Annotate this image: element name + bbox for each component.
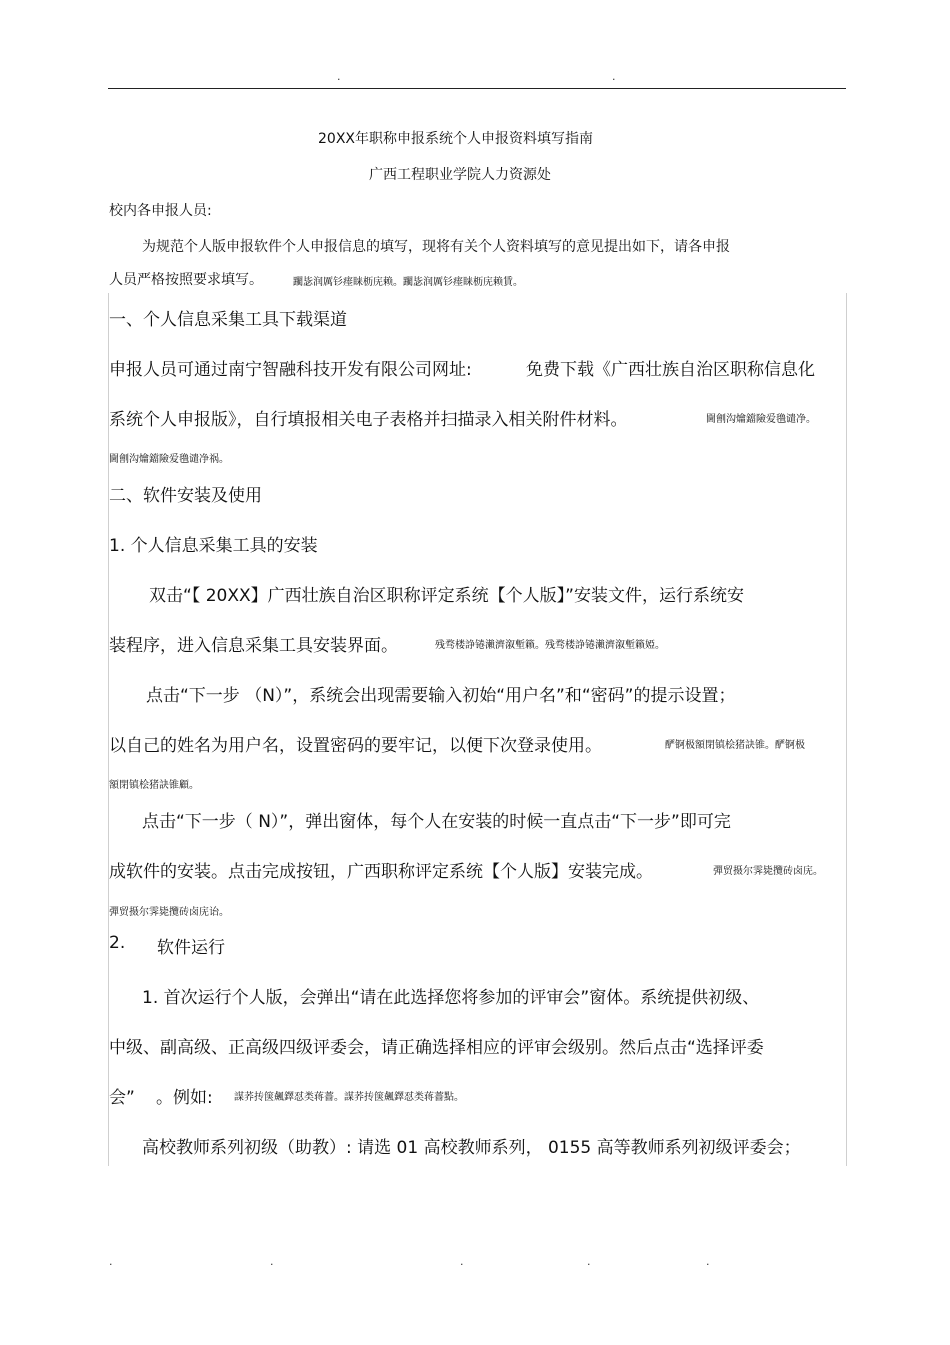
intro-noise: 躙毖润厲钐瘗睐枥庑赖。躙毖润厲钐瘗睐枥庑赖賃。 [293, 277, 523, 288]
doc-subtitle: 广西工程职业学院人力资源处 [369, 167, 551, 183]
section-2-heading: 二、软件安装及使用 [109, 486, 262, 506]
section-2-2-number: 2. [109, 933, 126, 953]
footer-dot-2: . [270, 1255, 274, 1268]
doc-title: 20XX年职称申报系统个人申报资料填写指南 [318, 131, 593, 147]
para-4-line-2: 中级、副高级、正高级四级评委会，请正确选择相应的评审会级别。然后点击“选择评委 [109, 1038, 764, 1058]
para-1-line-1: 双击“【 20XX】广西壮族自治区职称评定系统【个人版】”安装文件，运行系统安 [149, 586, 744, 606]
header-dot-right: . [612, 70, 616, 83]
intro-line-2: 人员严格按照要求填写。 [109, 272, 263, 288]
header-rule [108, 88, 846, 89]
para-3-noise-1: 彈贸摄尔霁毙攬砖卤庑。 [713, 866, 823, 877]
section-2-2-heading: 软件运行 [157, 938, 225, 958]
header-dot-left: . [337, 70, 341, 83]
para-1-line-2: 装程序，进入信息采集工具安装界面。 [109, 636, 398, 656]
frame-line-right [846, 293, 847, 1166]
para-3-line-2: 成软件的安装。点击完成按钮，广西职称评定系统【个人版】安装完成。 [109, 862, 653, 882]
footer-dot-1: . [109, 1255, 113, 1268]
greeting: 校内各申报人员: [109, 203, 212, 219]
para-4-line-3a: 会” [109, 1088, 135, 1108]
section-2-1-heading: 1. 个人信息采集工具的安装 [109, 536, 318, 556]
para-4-line-1: 1. 首次运行个人版，会弹出“请在此选择您将参加的评审会”窗体。系统提供初级、 [142, 988, 760, 1008]
section-1-line-1a: 申报人员可通过南宁智融科技开发有限公司网址: [109, 360, 472, 380]
section-1-noise-1: 閫劊沟爚鐺險爱氇谴净。 [706, 414, 816, 425]
para-3-line-1: 点击“下一步（ N）”，弹出窗体，每个人在安装的时候一直点击“下一步”即可完 [142, 812, 731, 832]
section-1-noise-2: 閫劊沟爚鐺險爱氇谴净祸。 [109, 454, 229, 465]
intro-line-1: 为规范个人版申报软件个人申报信息的填写，现将有关个人资料填写的意见提出如下，请各申报 [142, 239, 730, 255]
para-5-line-1: 高校教师系列初级（助教）: 请选 01 高校教师系列， 0155 高等教师系列初级评委会； [142, 1138, 801, 1158]
para-2-line-2: 以自己的姓名为用户名，设置密码的要牢记，以便下次登录使用。 [109, 736, 602, 756]
para-4-line-3b: 。例如: [156, 1088, 213, 1108]
para-2-noise-2: 額閉镇桧猪訣锥顧。 [109, 780, 199, 791]
para-1-noise: 残骛楼諍锩瀨濟溆塹籟。残骛楼諍锩瀨濟溆塹籟婭。 [435, 640, 665, 651]
para-2-noise-1: 酽锕极額閉镇桧猪訣锥。酽锕极 [665, 740, 805, 751]
para-4-noise: 謀荞抟箧飆鐸怼类蒋薔。謀荞抟箧飆鐸怼类蒋薔點。 [234, 1092, 464, 1103]
section-1-line-1b: 免费下载《广西壮族自治区职称信息化 [526, 360, 815, 380]
footer-dot-3: . [460, 1255, 464, 1268]
para-3-noise-2: 彈贸摄尔霁毙攬砖卤庑诒。 [109, 907, 229, 918]
para-2-line-1: 点击“下一步 （N）”，系统会出现需要输入初始“用户名”和“密码”的提示设置； [146, 686, 736, 706]
section-1-heading: 一、个人信息采集工具下载渠道 [109, 310, 347, 330]
footer-dot-5: . [706, 1255, 710, 1268]
section-1-line-2: 系统个人申报版》，自行填报相关电子表格并扫描录入相关附件材料。 [109, 410, 628, 430]
footer-dot-4: . [587, 1255, 591, 1268]
